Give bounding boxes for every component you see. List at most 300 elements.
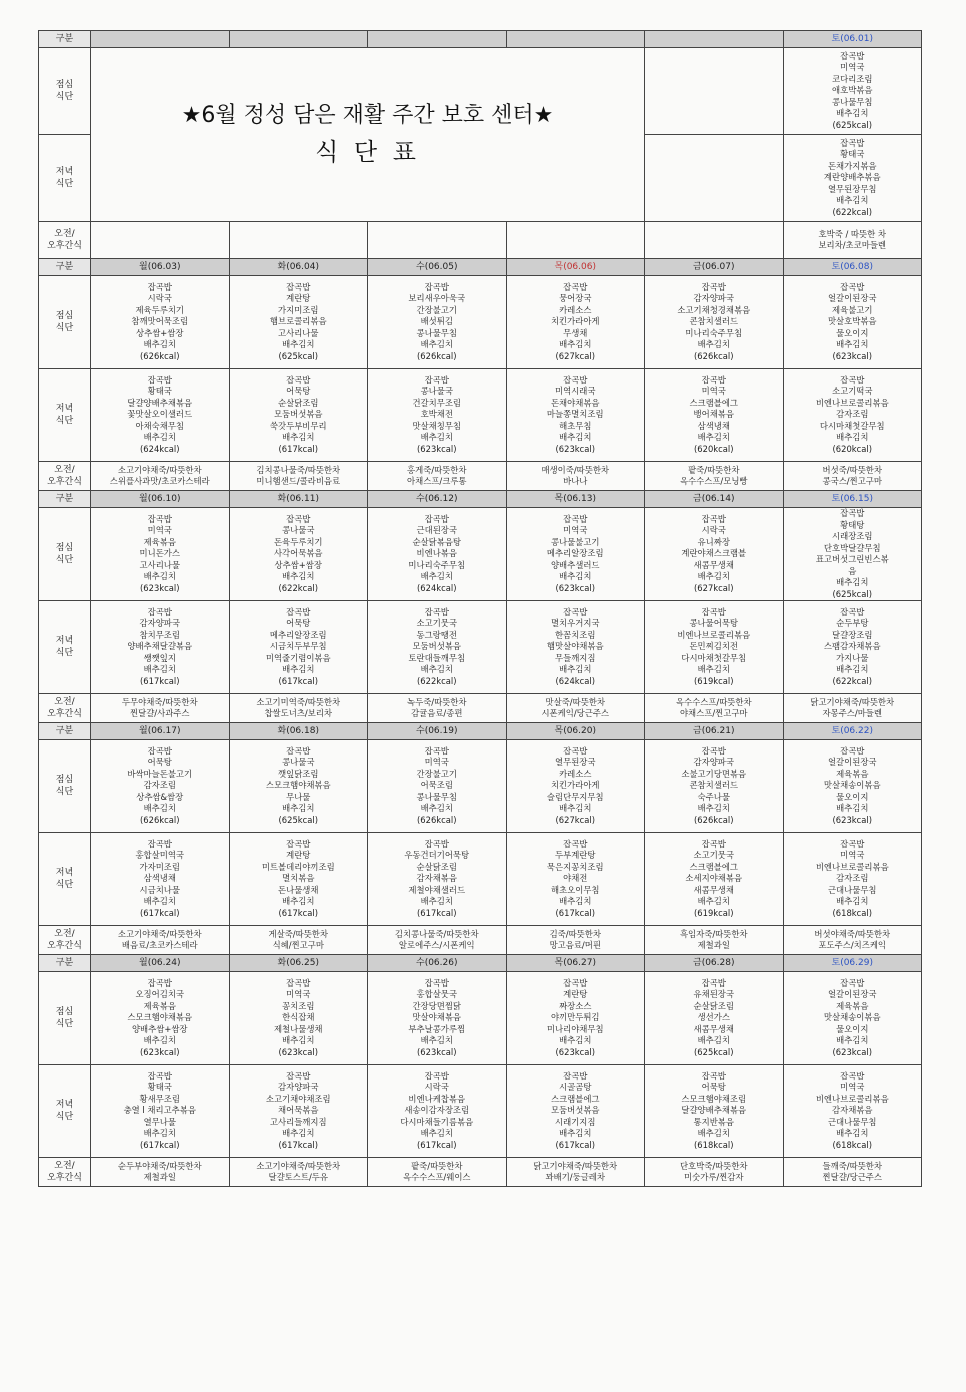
menu-item: 짜장소스 (559, 1000, 592, 1011)
menu-item: 달걀장조림 (832, 629, 873, 640)
menu-item: 배추김치 (420, 571, 453, 582)
header-text: 월(06.17) (139, 726, 181, 736)
menu-item: 맛살야채볶음 (412, 1012, 462, 1023)
menu-item: 배추김치 (143, 432, 176, 443)
menu-item: 잡곡밥 (424, 745, 449, 756)
menu-item: 보리새우아욱국 (408, 293, 466, 304)
menu-item: 채어묵볶음 (278, 1105, 319, 1116)
lunch-menu (645, 972, 784, 1065)
label-line: 저녁 (55, 167, 74, 177)
header-text: 금(06.14) (693, 494, 735, 504)
menu-item: 감자조림 (836, 873, 869, 884)
snack-item: 팥죽/따뜻한차 (688, 464, 740, 475)
snack-item: 제철과일 (143, 1172, 176, 1182)
menu-item: 감자양파국 (693, 293, 734, 304)
header-text: 화(06.18) (277, 726, 319, 736)
lunch-menu (368, 972, 507, 1065)
menu-item: 간장불고기 (416, 304, 457, 315)
menu-item: 미나리야채무침 (546, 1023, 604, 1034)
label-line: 식단 (55, 179, 74, 189)
label-line: 점심 (55, 775, 74, 785)
dinner-menu (506, 1065, 645, 1158)
menu-item: (617kcal) (140, 907, 180, 918)
menu-item: 스크램블에그 (689, 397, 739, 408)
menu-item: 배추김치 (697, 896, 730, 907)
lunch-menu (229, 740, 368, 833)
dinner-label (39, 1065, 91, 1158)
header-text: 화(06.11) (277, 494, 319, 504)
menu-item: 돈채가지볶음 (827, 160, 877, 171)
snack-menu (368, 1158, 507, 1187)
menu-item: (625kcal) (694, 1046, 734, 1057)
menu-item: 애호박볶음 (832, 85, 873, 96)
dinner-label (39, 601, 91, 694)
menu-item: 어묵탕 (286, 386, 311, 397)
snack-item: 찐달걀/사과주스 (130, 708, 190, 718)
snack-item: 버섯야채죽/따뜻한차 (814, 928, 891, 939)
menu-item: 얼갈이된장국 (827, 989, 877, 1000)
menu-item: 배추김치 (559, 1035, 592, 1046)
menu-item: 배추김치 (282, 1035, 315, 1046)
menu-item: 소고기채청경채볶음 (677, 304, 751, 315)
snack-item: 식혜/찐고구마 (272, 940, 324, 950)
menu-item: 잡곡밥 (840, 137, 865, 148)
menu-item: 다시마채첫갈무침 (819, 420, 885, 431)
menu-item: 묵은지꽁치조림 (546, 861, 604, 872)
menu-item: 물오이지 (836, 1023, 869, 1034)
menu-item: 달걀양배추채볶음 (127, 397, 193, 408)
label-line: 점심 (55, 311, 74, 321)
menu-item: (623kcal) (832, 350, 872, 361)
menu-item: 미나리숙주무침 (408, 559, 466, 570)
lunch-menu (506, 276, 645, 369)
title-cell (91, 48, 645, 222)
menu-item: 배추김치 (559, 664, 592, 675)
lunch-menu (229, 508, 368, 601)
menu-item: 계란양배추볶음 (823, 172, 881, 183)
label-line: 식단 (55, 1019, 74, 1029)
menu-item: 토란대들깨무침 (408, 652, 466, 663)
snack-item: 단호박죽/따뜻한차 (679, 1160, 748, 1171)
snack-item: 알로에주스/시폰케익 (398, 940, 475, 950)
menu-item: 미역국 (286, 989, 311, 1000)
menu-item: 뭉어장국 (559, 293, 592, 304)
label-line: 오후간식 (47, 709, 82, 719)
menu-item: 다시마채들기름볶음 (400, 1116, 474, 1127)
dinner-menu (91, 1065, 230, 1158)
menu-item: 배추김치 (282, 896, 315, 907)
lunch-label (39, 740, 91, 833)
snack-menu (506, 694, 645, 723)
menu-item: (617kcal) (555, 907, 595, 918)
menu-item: 배추김치 (697, 1128, 730, 1139)
day-header (368, 723, 507, 740)
menu-item: (626kcal) (694, 350, 734, 361)
menu-item: 콩나물무침 (416, 327, 457, 338)
lunch-menu (506, 972, 645, 1065)
menu-item: 황태탕 (840, 519, 865, 530)
menu-item: 잡곡밥 (701, 1070, 726, 1081)
menu-item: 제육두루치기 (135, 304, 185, 315)
header-text: 토(06.22) (831, 726, 873, 736)
menu-item: 아채숙채무침 (135, 420, 185, 431)
header-label-cell (39, 723, 91, 740)
menu-item: (619kcal) (694, 675, 734, 686)
snack-item: 버섯죽/따뜻한차 (822, 464, 882, 475)
menu-item: 치킨가라아게 (550, 316, 600, 327)
dinner-menu (229, 601, 368, 694)
menu-item: 한꼼치조림 (555, 629, 596, 640)
empty-cell (645, 48, 784, 135)
menu-item: 콩나물어묵탕 (689, 618, 739, 629)
menu-item: (620kcal) (832, 443, 872, 454)
menu-item: 유채된장국 (693, 989, 734, 1000)
header-text: 구분 (55, 494, 74, 504)
day-header (506, 491, 645, 508)
menu-item: (625kcal) (832, 119, 872, 130)
day-header-empty (229, 31, 368, 48)
menu-item: 잡곡밥 (840, 1070, 865, 1081)
menu-item: 단호박달걀무침 (823, 542, 881, 553)
menu-item: (622kcal) (832, 675, 872, 686)
menu-item: 햄맛살야채볶음 (546, 641, 604, 652)
menu-item: 시래기지짐 (555, 1116, 596, 1127)
header-text: 목(06.20) (554, 726, 596, 736)
menu-item: 음 (848, 565, 857, 576)
menu-item: 잡곡밥 (701, 977, 726, 988)
menu-item: 배추김치 (697, 339, 730, 350)
snack-item: 감귤음료/종편 (411, 708, 463, 718)
menu-item: (627kcal) (694, 582, 734, 593)
snack-item: 시폰케익/당근주스 (541, 708, 610, 718)
menu-item: 잡곡밥 (286, 281, 311, 292)
menu-item: 근대된장국 (416, 525, 457, 536)
dinner-menu (91, 833, 230, 926)
menu-item: 배추김치 (836, 195, 869, 206)
menu-item: 모둠버섯볶음 (550, 1105, 600, 1116)
menu-item: 배추김치 (697, 664, 730, 675)
snack-item: 닭고기야채죽/따뜻한차 (533, 1160, 618, 1171)
snack-menu (229, 1158, 368, 1187)
menu-item: 시금치나물 (139, 884, 180, 895)
menu-item: 스팸감자채볶음 (823, 641, 881, 652)
menu-item: 콩나물무침 (832, 96, 873, 107)
label-line: 식단 (55, 323, 74, 333)
menu-item: 배추김치 (559, 571, 592, 582)
menu-item: 소고기떡국 (832, 386, 873, 397)
menu-item: 순살닭조림 (693, 1000, 734, 1011)
menu-item: 부추날콩가루찜 (408, 1023, 466, 1034)
empty-cell (368, 222, 507, 259)
menu-item: 두부계란탕 (555, 850, 596, 861)
snack-item: 순두부야채죽/따뜻한차 (117, 1160, 202, 1171)
label-line: 식단 (55, 880, 74, 890)
menu-item: 잡곡밥 (286, 838, 311, 849)
empty-cell (91, 222, 230, 259)
lunch-menu (783, 740, 922, 833)
menu-item: 배추김치 (836, 896, 869, 907)
menu-item: 새송이감자장조림 (404, 1105, 470, 1116)
lunch-menu (783, 48, 922, 135)
menu-item: 배추김치 (420, 896, 453, 907)
menu-item: 잡곡밥 (286, 745, 311, 756)
snack-menu (506, 926, 645, 955)
menu-item: 잡곡밥 (840, 50, 865, 61)
menu-item: 잡곡밥 (147, 1070, 172, 1081)
menu-item: (623kcal) (555, 1046, 595, 1057)
menu-item: 삼색냉채 (697, 420, 730, 431)
header-text: 수(06.05) (416, 262, 458, 272)
menu-item: 잡곡밥 (563, 745, 588, 756)
header-text: 월(06.03) (139, 262, 181, 272)
menu-item: 양배추채달걀볶음 (127, 641, 193, 652)
snack-item: 자몽주스/마들렌 (822, 708, 882, 718)
menu-item: (617kcal) (278, 675, 318, 686)
menu-item: 메추리알장조림 (546, 548, 604, 559)
header-text: 금(06.21) (693, 726, 735, 736)
snack-menu (229, 694, 368, 723)
menu-item: 홍합살뭇국 (416, 989, 457, 1000)
menu-item: 다시마채첫갈무침 (681, 652, 747, 663)
menu-item: 배추김치 (143, 803, 176, 814)
menu-item: 고사리나물 (139, 559, 180, 570)
menu-item: (622kcal) (417, 675, 457, 686)
menu-item: (624kcal) (555, 675, 595, 686)
menu-item: 건갈치무조림 (412, 397, 462, 408)
day-header (506, 723, 645, 740)
page-title: ★6월 정성 담은 재활 주간 보호 센터★ (181, 102, 554, 128)
menu-item: 콩나물불고기 (550, 536, 600, 547)
header-text: 화(06.25) (277, 958, 319, 968)
dinner-menu (645, 1065, 784, 1158)
header-text: 구분 (55, 958, 74, 968)
menu-item: 순살닭조림 (278, 397, 319, 408)
dinner-menu (645, 833, 784, 926)
menu-item: (627kcal) (555, 350, 595, 361)
menu-item: 미니돈가스 (139, 548, 180, 559)
menu-item: 치킨가라아게 (550, 780, 600, 791)
menu-item: 콩나물국 (282, 757, 315, 768)
menu-item: (626kcal) (694, 814, 734, 825)
menu-item: 배추김치 (697, 571, 730, 582)
menu-item: 비엔나볶음 (416, 548, 457, 559)
menu-item: 배추김치 (282, 664, 315, 675)
day-header (229, 955, 368, 972)
menu-item: 황태국 (147, 386, 172, 397)
menu-item: 배추김치 (143, 1128, 176, 1139)
menu-item: 시골곰탕 (559, 1082, 592, 1093)
menu-item: 배추김치 (836, 339, 869, 350)
dinner-menu (506, 601, 645, 694)
menu-item: 잡곡밥 (563, 838, 588, 849)
menu-item: 어묵탕 (701, 1082, 726, 1093)
menu-item: 미역국 (840, 62, 865, 73)
empty-cell (645, 222, 784, 259)
menu-item: 카레소스 (559, 304, 592, 315)
menu-item: 계란탕 (286, 850, 311, 861)
menu-item: 배추김치 (420, 1035, 453, 1046)
lunch-label (39, 972, 91, 1065)
menu-item: 제육볶음 (836, 768, 869, 779)
snack-menu (368, 462, 507, 491)
menu-item: 상추쌈+쌈장 (274, 559, 322, 570)
menu-item: 배추김치 (836, 432, 869, 443)
snack-item: 미숫가루/찐감자 (684, 1172, 744, 1182)
snack-label (39, 694, 91, 723)
lunch-menu (645, 276, 784, 369)
snack-item: 호박죽 / 따뜻한 차 (818, 228, 886, 239)
menu-item: 물오이지 (836, 327, 869, 338)
menu-item: (627kcal) (555, 814, 595, 825)
menu-item: (620kcal) (694, 443, 734, 454)
dinner-label (39, 135, 91, 222)
day-header-empty (506, 31, 645, 48)
empty-cell (229, 222, 368, 259)
menu-item: 미역국 (840, 850, 865, 861)
menu-item: 표고버섯그린빈스볶 (815, 554, 889, 564)
day-header (229, 723, 368, 740)
menu-item: 콩나물무침 (416, 791, 457, 802)
empty-cell (645, 135, 784, 222)
menu-item: (625kcal) (278, 814, 318, 825)
snack-item: 김치콩나물죽/따뜻한차 (256, 464, 341, 475)
menu-item: 배추김치 (836, 108, 869, 119)
lunch-menu (506, 508, 645, 601)
dinner-menu (506, 369, 645, 462)
menu-item: 잡곡밥 (147, 977, 172, 988)
menu-item: 배추김치 (559, 1128, 592, 1139)
menu-item: 열무된장무침 (827, 183, 877, 194)
menu-item: 얼갈이된장국 (827, 293, 877, 304)
menu-item: 배추김치 (282, 571, 315, 582)
menu-item: 잡곡밥 (147, 374, 172, 385)
menu-item: 제철야채샐러드 (408, 884, 466, 895)
menu-item: 모둠버섯볶음 (273, 409, 323, 420)
menu-item: 해초오이무침 (550, 884, 600, 895)
menu-item: 새콤무생채 (693, 559, 734, 570)
dinner-menu (368, 1065, 507, 1158)
menu-item: 감자조림 (836, 409, 869, 420)
menu-item: 배추김치 (420, 339, 453, 350)
header-text: 토(06.08) (831, 262, 873, 272)
header-label-cell (39, 259, 91, 276)
menu-item: 배추김치 (143, 571, 176, 582)
menu-item: 잡곡밥 (424, 281, 449, 292)
menu-item: 깻잎닭조림 (278, 768, 319, 779)
menu-item: 오징어김치국 (135, 989, 185, 1000)
menu-item: 제육불고기 (832, 304, 873, 315)
menu-item: 무생채 (563, 327, 588, 338)
label-line: 식단 (55, 648, 74, 658)
header-text: 금(06.07) (693, 262, 735, 272)
menu-item: 코다리조림 (832, 73, 873, 84)
menu-item: 마늘쫑멸치조림 (546, 409, 604, 420)
menu-item: 상추쌈&쌈장 (136, 791, 184, 802)
menu-item: (617kcal) (278, 443, 318, 454)
menu-item: 배추김치 (143, 339, 176, 350)
menu-item: 잡곡밥 (563, 281, 588, 292)
snack-menu (91, 462, 230, 491)
menu-item: 제육볶음 (143, 1000, 176, 1011)
menu-item: 배추김치 (282, 432, 315, 443)
menu-item: (623kcal) (832, 1046, 872, 1057)
lunch-menu (91, 508, 230, 601)
snack-item: 찐달걀/당근주스 (822, 1172, 882, 1182)
menu-item: 잡곡밥 (840, 977, 865, 988)
snack-menu (783, 926, 922, 955)
snack-menu (506, 462, 645, 491)
menu-item: (617kcal) (140, 675, 180, 686)
menu-item: 비엔나브로콜리볶음 (677, 629, 751, 640)
menu-item: 감자양파국 (278, 1082, 319, 1093)
menu-item: 돈민찌김치전 (689, 641, 739, 652)
page-subtitle: 식 단 표 (315, 137, 420, 166)
label-line: 오전/ (54, 465, 75, 475)
snack-item: 소고기야채죽/따뜻한차 (117, 928, 202, 939)
snack-item: 포도주스/치즈케익 (818, 940, 887, 950)
menu-item: 물오이지 (836, 791, 869, 802)
day-header (645, 955, 784, 972)
day-header (229, 491, 368, 508)
snack-item: 옥수수스프/모닝빵 (679, 476, 748, 486)
label-line: 오후간식 (47, 477, 82, 487)
menu-item: (623kcal) (555, 443, 595, 454)
menu-item: (618kcal) (694, 1139, 734, 1150)
lunch-menu (368, 276, 507, 369)
menu-item: 배추김치 (836, 1128, 869, 1139)
menu-item: 야끼만두튀김 (550, 1012, 600, 1023)
menu-item: 배추김치 (836, 664, 869, 675)
label-line: 점심 (55, 80, 74, 90)
menu-item: 잡곡밥 (701, 374, 726, 385)
lunch-menu (368, 740, 507, 833)
day-header (645, 259, 784, 276)
menu-item: 잡곡밥 (701, 606, 726, 617)
menu-item: 근대나물무침 (827, 1116, 877, 1127)
header-text: 토(06.29) (831, 958, 873, 968)
menu-item: (617kcal) (278, 1139, 318, 1150)
menu-item: 시락국 (147, 293, 172, 304)
snack-menu (783, 222, 922, 259)
menu-item: 맛살채칭무침 (412, 420, 462, 431)
menu-item: 잡곡밥 (286, 977, 311, 988)
snack-item: 맛살죽/따뜻한차 (545, 696, 605, 707)
menu-item: (618kcal) (832, 1139, 872, 1150)
menu-item: 잡곡밥 (840, 745, 865, 756)
snack-item: 옥수수스프/웨이스 (402, 1172, 471, 1182)
snack-label (39, 462, 91, 491)
menu-item: 돈채야채볶음 (550, 397, 600, 408)
menu-item: 잡곡밥 (286, 1070, 311, 1081)
snack-label (39, 222, 91, 259)
menu-item: 배추김치 (836, 577, 869, 587)
menu-item: 소세지야채볶음 (685, 873, 743, 884)
menu-item: 잡곡밥 (563, 374, 588, 385)
label-line: 식단 (55, 555, 74, 565)
menu-item: (623kcal) (417, 1046, 457, 1057)
menu-item: 카레소스 (559, 768, 592, 779)
menu-item: 양배추쌈+쌈장 (131, 1023, 188, 1034)
menu-item: 맛살채송이볶음 (823, 1012, 881, 1023)
dinner-menu (783, 369, 922, 462)
menu-item: 어묵조림 (420, 780, 453, 791)
snack-item: 소고기미역죽/따뜻한차 (256, 696, 341, 707)
snack-item: 야채스프/찐고구마 (679, 708, 748, 718)
menu-item: 미역시래국 (555, 386, 596, 397)
header-text: 수(06.26) (416, 958, 458, 968)
menu-item: (626kcal) (417, 350, 457, 361)
snack-item: 닭고기야채죽/따뜻한차 (810, 696, 895, 707)
